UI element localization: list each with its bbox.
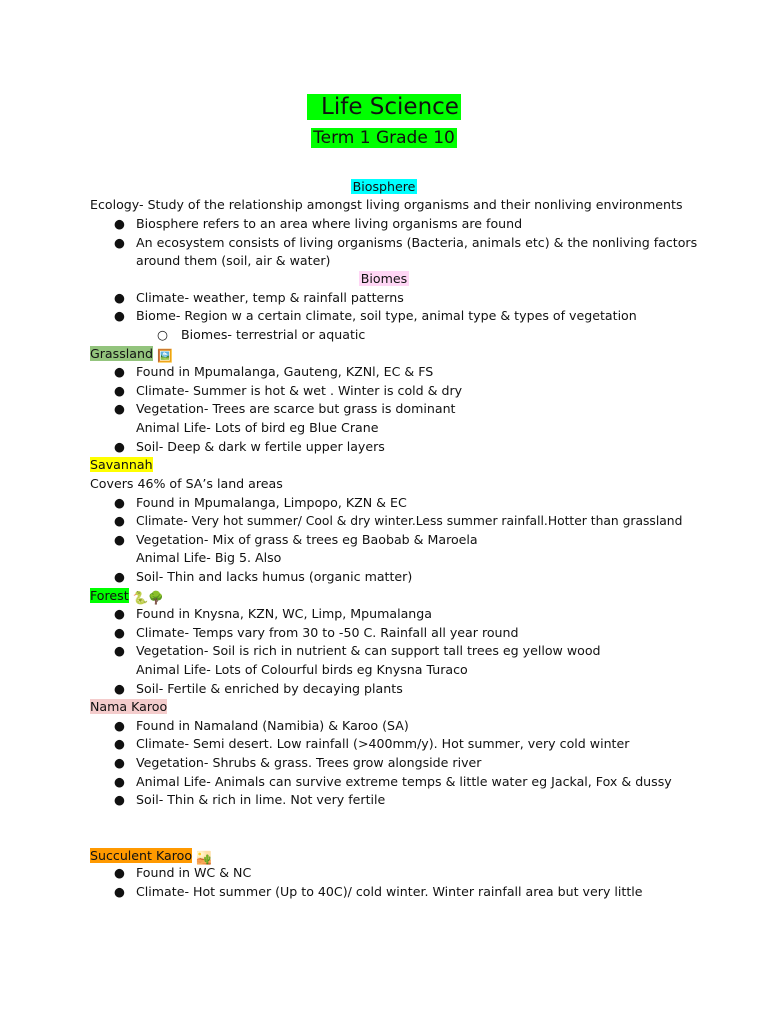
nama-karoo-item-4: Animal Life- Animals can survive extreme temps & little water eg Jackal, Fox & dussy <box>136 774 672 789</box>
bullet-icon: ● <box>114 364 125 379</box>
succulent-karoo-item-1: Found in WC & NC <box>136 865 252 880</box>
bullet-icon: ● <box>114 606 125 621</box>
bullet-icon: ● <box>114 439 125 454</box>
forest-item-2: Climate- Temps vary from 30 to -50 C. Rainfall all year round <box>136 625 519 640</box>
savannah-heading-text: Savannah <box>90 457 153 472</box>
sub-bullet-icon: ○ <box>157 327 168 342</box>
succulent-karoo-item-2: Climate- Hot summer (Up to 40C)/ cold winter. Winter rainfall area but very little <box>136 884 643 899</box>
bullet-icon: ● <box>114 401 125 416</box>
biosphere-item-1: Biosphere refers to an area where living organisms are found <box>136 216 523 231</box>
biosphere-item-2: An ecosystem consists of living organisms (Bacteria, animals etc) & the nonliving factors <box>136 235 698 250</box>
bullet-icon: ● <box>114 235 125 250</box>
succulent-karoo-heading-text: Succulent Karoo <box>90 848 193 863</box>
savannah-item-3-cont: Animal Life- Big 5. Also <box>136 550 282 565</box>
bullet-icon: ● <box>114 513 125 528</box>
savannah-item-3: Vegetation- Mix of grass & trees eg Baobab & Maroela <box>136 532 478 547</box>
savannah-item-1: Found in Mpumalanga, Limpopo, KZN & EC <box>136 495 407 510</box>
forest-heading <box>90 587 164 607</box>
forest-item-4: Soil- Fertile & enriched by decaying plants <box>136 681 403 696</box>
bullet-icon: ● <box>114 774 125 789</box>
biomes-heading-text: Biomes <box>360 271 408 286</box>
bullet-icon: ● <box>114 569 125 584</box>
title-text: Life Science <box>307 94 461 120</box>
desert-icon: 🏜️ <box>196 850 212 865</box>
forest-item-3: Vegetation- Soil is rich in nutrient & can support tall trees eg yellow wood <box>136 643 601 658</box>
nama-karoo-item-5: Soil- Thin & rich in lime. Not very fertile <box>136 792 386 807</box>
biomes-heading <box>0 270 768 288</box>
grassland-item-3-cont: Animal Life- Lots of bird eg Blue Crane <box>136 420 379 435</box>
nama-karoo-item-3: Vegetation- Shrubs & grass. Trees grow alongside river <box>136 755 482 770</box>
grassland-item-4: Soil- Deep & dark w fertile upper layers <box>136 439 385 454</box>
forest-heading-text: Forest <box>90 588 129 603</box>
biomes-item-2: Biome- Region w a certain climate, soil type, animal type & types of vegetation <box>136 308 637 323</box>
bullet-icon: ● <box>114 383 125 398</box>
bullet-icon: ● <box>114 216 125 231</box>
bullet-icon: ● <box>114 718 125 733</box>
bullet-icon: ● <box>114 495 125 510</box>
forest-item-1: Found in Knysna, KZN, WC, Limp, Mpumalanga <box>136 606 432 621</box>
biosphere-heading <box>0 178 768 196</box>
grassland-item-2: Climate- Summer is hot & wet . Winter is cold & dry <box>136 383 463 398</box>
bullet-icon: ● <box>114 755 125 770</box>
savannah-intro: Covers 46% of SA’s land areas <box>90 476 283 491</box>
biosphere-heading-text: Biosphere <box>352 179 416 194</box>
forest-item-3-cont: Animal Life- Lots of Colourful birds eg Knysna Turaco <box>136 662 468 677</box>
biosphere-item-2-cont: around them (soil, air & water) <box>136 253 331 268</box>
savannah-item-2: Climate- Very hot summer/ Cool & dry winter.Less summer rainfall.Hotter than grassland <box>136 514 683 528</box>
bullet-icon: ● <box>114 681 125 696</box>
bullet-icon: ● <box>114 865 125 880</box>
savannah-item-4: Soil- Thin and lacks humus (organic matter) <box>136 569 413 584</box>
bullet-icon: ● <box>114 625 125 640</box>
bullet-icon: ● <box>114 532 125 547</box>
snake-tree-icon: 🐍🌳 <box>132 590 165 605</box>
biosphere-intro: Ecology- Study of the relationship amongst living organisms and their nonliving environments <box>90 197 683 212</box>
nama-karoo-heading <box>90 698 167 716</box>
nama-karoo-item-1: Found in Namaland (Namibia) & Karoo (SA) <box>136 718 409 733</box>
nama-karoo-heading-text: Nama Karoo <box>90 699 168 714</box>
biomes-subitem-1: Biomes- terrestrial or aquatic <box>181 327 366 342</box>
bullet-icon: ● <box>114 884 125 899</box>
bullet-icon: ● <box>114 643 125 658</box>
grassland-heading <box>90 345 173 365</box>
bullet-icon: ● <box>114 290 125 305</box>
grassland-item-1: Found in Mpumalanga, Gauteng, KZNl, EC & FS <box>136 364 434 379</box>
grassland-item-3: Vegetation- Trees are scarce but grass is dominant <box>136 401 456 416</box>
subtitle-text: Term 1 Grade 10 <box>313 128 455 148</box>
biomes-item-1: Climate- weather, temp & rainfall patterns <box>136 290 404 305</box>
bullet-icon: ● <box>114 792 125 807</box>
bullet-icon: ● <box>114 736 125 751</box>
picture-icon: 🖼️ <box>156 348 173 363</box>
document-subtitle <box>0 126 768 150</box>
nama-karoo-item-2: Climate- Semi desert. Low rainfall (>400mm/y). Hot summer, very cold winter <box>136 736 630 751</box>
bullet-icon: ● <box>114 308 125 323</box>
savannah-heading <box>90 456 153 474</box>
document-title <box>0 92 768 122</box>
grassland-heading-text: Grassland <box>90 346 153 361</box>
